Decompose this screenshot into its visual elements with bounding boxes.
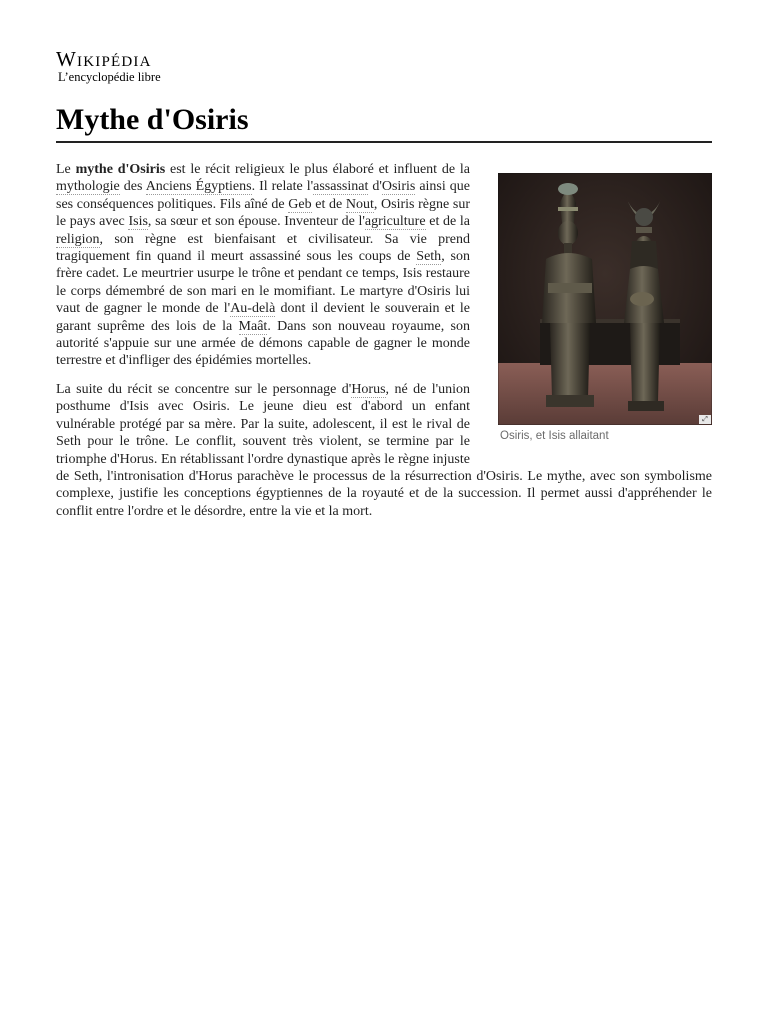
text-segment: est le récit religieux le plus élaboré et influent de la [165,162,470,177]
link-assassinat[interactable]: assassinat [313,179,369,195]
link-osiris[interactable]: Osiris [381,179,416,195]
text-segment: . Dans son nouveau royaume, son autorité s'appuie sur une armée de démons capable de gagner le monde terrestre et d'infliger des épidémies mortelles. [56,318,470,369]
thumbnail-figure [498,173,712,443]
text-segment: . Il relate l' [251,179,314,195]
text-segment: et de la [425,214,471,230]
text-segment: ainsi que ses conséquences politiques. Fils aîné de [56,179,470,212]
page [56,48,712,531]
article-subject-bold: mythe d'Osiris [75,162,166,177]
text-segment: d' [368,179,382,195]
page-title: Mythe d'Osiris [56,102,712,143]
link-au-dela[interactable]: Au-delà [230,301,276,317]
text-segment: La suite du récit se concentre sur le personnage d' [56,381,352,397]
link-religion[interactable]: religion [56,231,100,247]
text-segment: dont il devient le souverain et le garant suprême des lois de la [56,301,470,334]
link-anciens-egyptiens[interactable]: Anciens Égyptiens [145,179,252,195]
link-nout[interactable]: Nout [345,196,374,212]
logo-wordmark: Wikipédia [56,47,152,71]
statue-illustration [498,173,712,425]
link-isis[interactable]: Isis [128,214,148,230]
logo-tagline: L’encyclopédie libre [58,70,161,84]
text-segment: , né de l'union posthume d'Isis avec Osiris. Le jeune dieu est d'abord un enfant vulnérable protégé par sa mère. Par la suite, adolescent, il est le rival de Seth pour le trône. Le conflit, souvent très violent, se termine par le triomphe d'Horus. En rétablissant l'ordre dynastique après le règne injuste de Seth, l'intronisation d'Horus parachève le processus de la résurrection d'Osiris. Le mythe, avec son symbolisme complexe, justifie les conceptions égyptiennes de la royauté et de la succession. Il permet aussi d'appréhender le conflit entre l'ordre et le désordre, entre la vie et la mort. [56,381,712,519]
link-horus[interactable]: Horus [351,381,386,397]
link-agriculture[interactable]: agriculture [364,214,426,230]
magnify-icon[interactable]: ⤢ [699,415,711,424]
wikipedia-logo[interactable] [56,48,712,84]
text-segment: des [119,179,146,195]
link-seth[interactable]: Seth [416,249,442,265]
text-segment: , son règne est bienfaisant et civilisateur. Sa vie prend tragiquement fin quand il meurt assassiné sous les coups de [56,231,470,265]
text-segment: , sa sœur et son épouse. Inventeur de l' [147,214,365,230]
image-caption: Osiris, et Isis allaitant [500,430,609,442]
link-geb[interactable]: Geb [288,196,312,212]
osiris-isis-statue-image[interactable] [498,173,712,425]
article-body [56,161,712,520]
text-segment: , son frère cadet. Le meurtrier usurpe le trône et pendant ce temps, Isis restaure le corps démembré de son mari en le momifiant. Le martyre d'Osiris lui vaut de gagner le monde de l' [56,249,470,317]
link-maat[interactable]: Maât [238,318,268,334]
text-segment: , Osiris règne sur le pays avec [56,196,470,230]
text-segment: Le [56,162,76,177]
text-segment: et de [311,196,346,212]
link-mythologie[interactable]: mythologie [56,179,120,195]
